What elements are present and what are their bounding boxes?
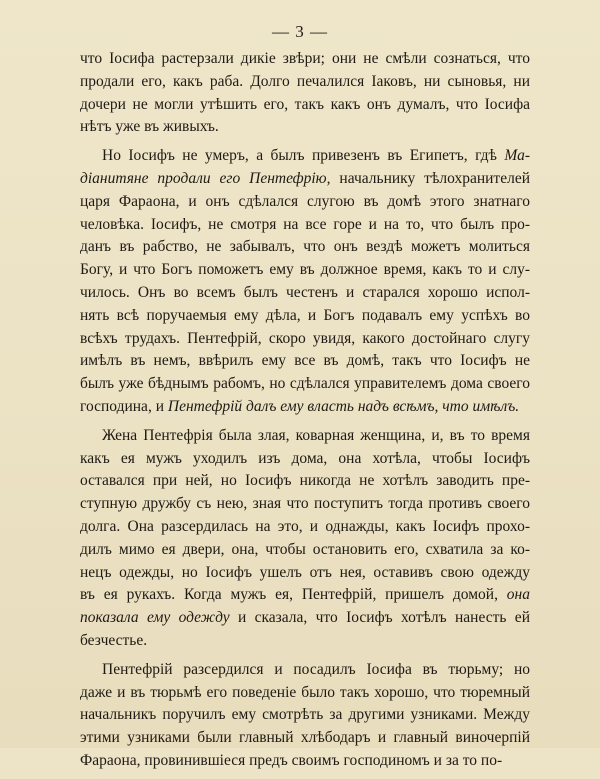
text-line <box>80 236 530 259</box>
text-line <box>80 493 530 516</box>
italic-text: показала ему одежду <box>80 609 230 627</box>
text-segment: Богу, и что Богъ поможетъ ему въ должное время, какъ то и слу- <box>80 261 530 279</box>
text-segment: царя Фараона, и онъ сдѣлался слугою въ домѣ этого знатнаго <box>80 192 530 210</box>
text-segment: этими узниками были главный хлѣбодаръ и главный виночерпій <box>80 729 530 747</box>
text-segment: господина, и <box>80 397 168 415</box>
text-segment: былъ уже бѣднымъ рабомъ, но сдѣлался управителемъ дома своего <box>80 375 530 393</box>
text-line <box>80 630 530 653</box>
text-line <box>80 305 530 328</box>
text-segment: долга. Она разсердилась на это, и однажды, какъ Іосифъ прохо- <box>80 517 530 535</box>
text-line <box>80 214 530 237</box>
text-segment: дочери не могли утѣшить его, такъ какъ онъ думалъ, что Іосифа <box>80 95 530 113</box>
paragraph <box>80 659 530 773</box>
text-line <box>80 562 530 585</box>
italic-text: Пентефрій далъ ему власть надъ всѣмъ, что имѣлъ. <box>167 397 520 415</box>
text-line <box>80 539 530 562</box>
text-segment: начальнику тѣлохранителей <box>330 169 530 187</box>
paragraph <box>80 145 530 419</box>
text-line <box>80 727 530 750</box>
text-segment: начальникъ поручилъ ему смотрѣть за другими узниками. Между <box>80 706 530 724</box>
text-segment: въ ея рукахъ. Когда мужъ ея, Пентефрій, пришелъ домой, <box>80 586 507 604</box>
text-line <box>80 396 530 419</box>
text-line <box>80 659 530 682</box>
text-segment: даже и въ тюрьмѣ его поведеніе было такъ хорошо, что тюремный <box>80 683 530 701</box>
text-line <box>80 259 530 282</box>
text-segment: какъ ея мужъ уходилъ изъ дома, она хотѣла, чтобы Іосифъ <box>80 449 530 467</box>
text-line <box>80 145 530 168</box>
text-segment: оставался при ней, но Іосифъ никогда не хотѣлъ заводить пре- <box>80 472 530 490</box>
text-line <box>80 584 530 607</box>
text-segment: дилъ мимо ея двери, она, чтобы остановить его, схватила за ко- <box>80 540 530 558</box>
text-segment: и сказала, что Іосифъ хотѣлъ нанесть ей <box>229 609 530 627</box>
text-line <box>80 750 530 773</box>
text-line <box>80 350 530 373</box>
text-segment: Жена Пентефрія была злая, коварная женщина, и, въ то время <box>102 426 530 444</box>
text-line <box>80 704 530 727</box>
text-line <box>80 682 530 705</box>
text-segment: человѣка. Іосифъ, не смотря на все горе и на то, что былъ про- <box>80 215 530 233</box>
text-segment: всѣхъ трудахъ. Пентефрій, скоро увидя, какого достойнаго слугу <box>80 329 530 347</box>
text-line <box>80 425 530 448</box>
text-segment: нять всѣ поручаемыя ему дѣла, и Богъ подавалъ ему успѣхъ во <box>80 306 530 324</box>
text-line <box>80 191 530 214</box>
text-line <box>80 71 530 94</box>
page-number: — 3 — <box>272 22 328 41</box>
text-segment: нѣтъ уже въ живыхъ. <box>80 118 219 136</box>
text-segment: ступную дружбу съ нею, зная что поступитъ тогда противъ своего <box>80 495 530 513</box>
text-line <box>80 168 530 191</box>
paragraph <box>80 48 530 139</box>
text-line <box>80 94 530 117</box>
text-line <box>80 373 530 396</box>
text-segment: Фараона, провинившіеся предъ своимъ господиномъ и за то по- <box>80 751 503 769</box>
text-line <box>80 328 530 351</box>
text-line <box>80 516 530 539</box>
text-line <box>80 282 530 305</box>
paragraph <box>80 425 530 653</box>
text-line <box>80 607 530 630</box>
text-segment: что Іосифа растерзали дикіе звѣри; они не смѣли сознаться, что <box>80 50 530 67</box>
text-segment: данъ въ рабство, не забывалъ, что онъ вездѣ можетъ молиться <box>80 238 530 256</box>
page-body-text <box>80 48 530 779</box>
text-line <box>80 448 530 471</box>
text-line <box>80 470 530 493</box>
text-line <box>80 116 530 139</box>
italic-text: она <box>506 586 530 604</box>
text-segment: Но Іосифъ не умеръ, а былъ привезенъ въ Египетъ, гдѣ <box>102 147 505 165</box>
italic-text: діанитяне продали его Пентефрію, <box>80 169 331 187</box>
text-segment: имѣлъ въ немъ, ввѣрилъ ему все въ домѣ, такъ что Іосифъ не <box>80 352 530 370</box>
text-segment: нецъ одежды, но Іосифъ ушелъ отъ нея, оставивъ свою одежду <box>80 563 530 581</box>
italic-text: Ма- <box>504 147 530 165</box>
text-segment: продали его, какъ раба. Долго печалился Іаковъ, ни сыновья, ни <box>80 72 530 90</box>
text-segment: Пентефрій разсердился и посадилъ Іосифа въ тюрьму; но <box>102 660 530 678</box>
text-segment: безчестье. <box>80 631 148 649</box>
text-segment: чилось. Онъ во всемъ былъ честенъ и старался хорошо испол- <box>80 283 530 301</box>
text-line <box>80 48 530 71</box>
